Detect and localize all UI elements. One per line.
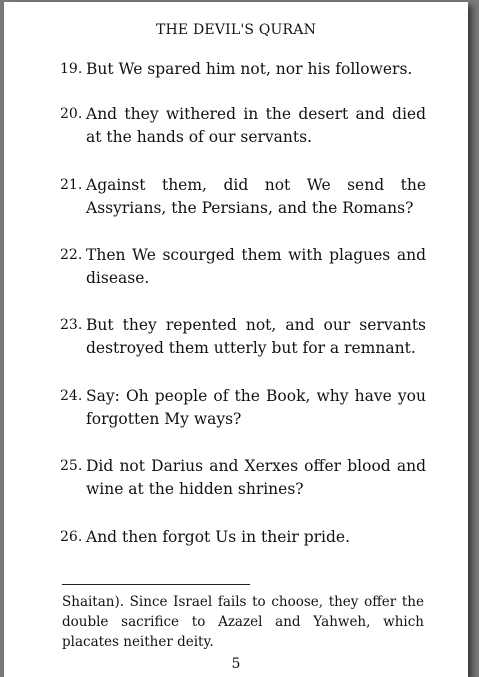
verse-item [60,174,426,220]
verse-text: Then We scourged them with plagues and disease. [86,246,426,287]
verse-number: 24. [60,388,83,404]
verse-item [60,314,426,360]
document-page [4,2,468,677]
verse-text: And they withered in the desert and died at the hands of our servants. [86,105,426,146]
verse-number: 23. [60,317,83,333]
verse-text: But they repented not, and our servants destroyed them utterly but for a remnant. [86,316,426,357]
verse-item [60,526,350,549]
verse-item [60,103,426,149]
verse-item [60,385,426,431]
page-number: 5 [231,656,241,672]
verse-number: 20. [60,106,83,122]
verse-text: And then forgot Us in their pride. [86,528,351,546]
verse-number: 25. [60,458,83,474]
verse-number: 26. [60,529,83,545]
verse-item [60,244,426,290]
verse-text: Against them, did not We send the Assyrians, the Persians, and the Romans? [86,176,426,217]
verse-text: But We spared him not, nor his followers. [86,60,413,78]
footnote-text: Shaitan). Since Israel fails to choose, they offer the double sacrifice to Azazel and Yahweh, which placates neither deity. [62,594,424,650]
verse-text: Did not Darius and Xerxes offer blood and wine at the hidden shrines? [86,457,426,498]
verse-number: 21. [60,177,83,193]
verse-item [60,58,412,81]
verse-number: 19. [60,61,83,77]
footnote-divider [62,584,250,585]
verse-number: 22. [60,247,83,263]
running-head: THE DEVIL'S QURAN [155,22,317,38]
verse-text: Say: Oh people of the Book, why have you forgotten My ways? [86,387,426,428]
verse-item [60,455,426,501]
